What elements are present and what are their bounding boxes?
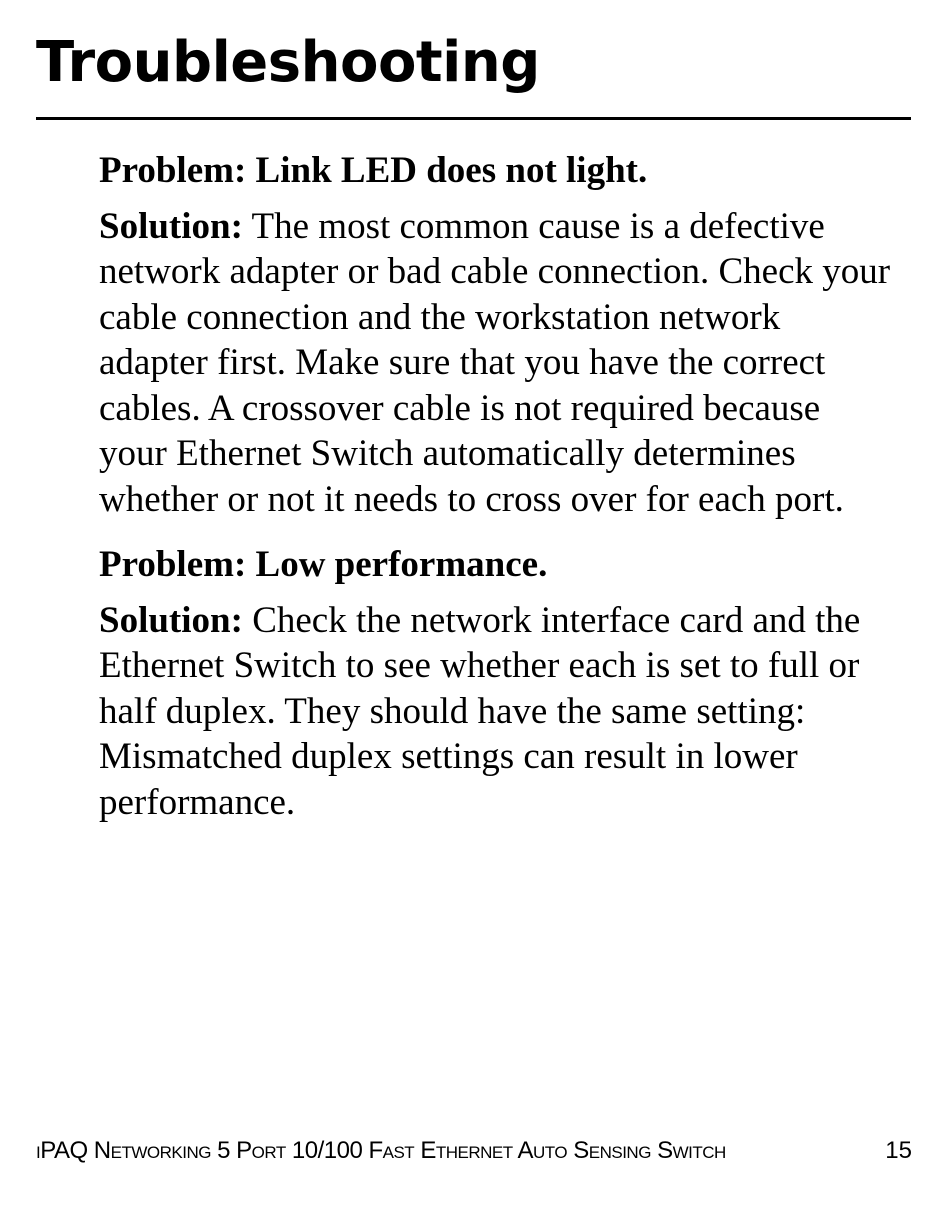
solution-line: Ethernet Switch to see whether each is set to full or [99,645,860,686]
solution-text: Check the network interface card and the [242,599,861,641]
solution-line: half duplex. They should have the same setting: [99,690,806,732]
solution-line [99,598,919,644]
troubleshooting-content [99,148,919,845]
solution-line: adapter first. Make sure that you have the correct [99,342,826,383]
solution-line [99,204,919,250]
page-number: 15 [885,1137,912,1164]
solution-text: The most common cause is a defective [242,205,825,247]
solution-label: Solution: [99,599,243,641]
solution-line: performance. [99,781,296,823]
solution-line: cables. A crossover cable is not required because [99,387,821,429]
troubleshooting-item [99,148,919,522]
title-divider [36,117,911,120]
solution-line: your Ethernet Switch automatically determines [99,433,796,474]
solution-line: Mismatched duplex settings can result in lower [99,736,798,777]
problem-heading: Problem: Low performance. [99,544,548,585]
solution-line: network adapter or bad cable connection. Check your [99,251,891,292]
footer-product-title: iPAQ Networking 5 Port 10/100 Fast Ethernet Auto Sensing Switch [36,1137,726,1164]
solution-line: cable connection and the workstation network [99,296,781,338]
solution-line: whether or not it needs to cross over for each port. [99,478,844,520]
troubleshooting-item [99,542,919,825]
solution-label: Solution: [99,205,243,247]
page-footer [36,1136,912,1166]
solution-paragraph [99,204,919,523]
page-title: Troubleshooting [36,30,540,95]
solution-paragraph [99,598,919,826]
problem-heading: Problem: Link LED does not light. [99,150,648,191]
